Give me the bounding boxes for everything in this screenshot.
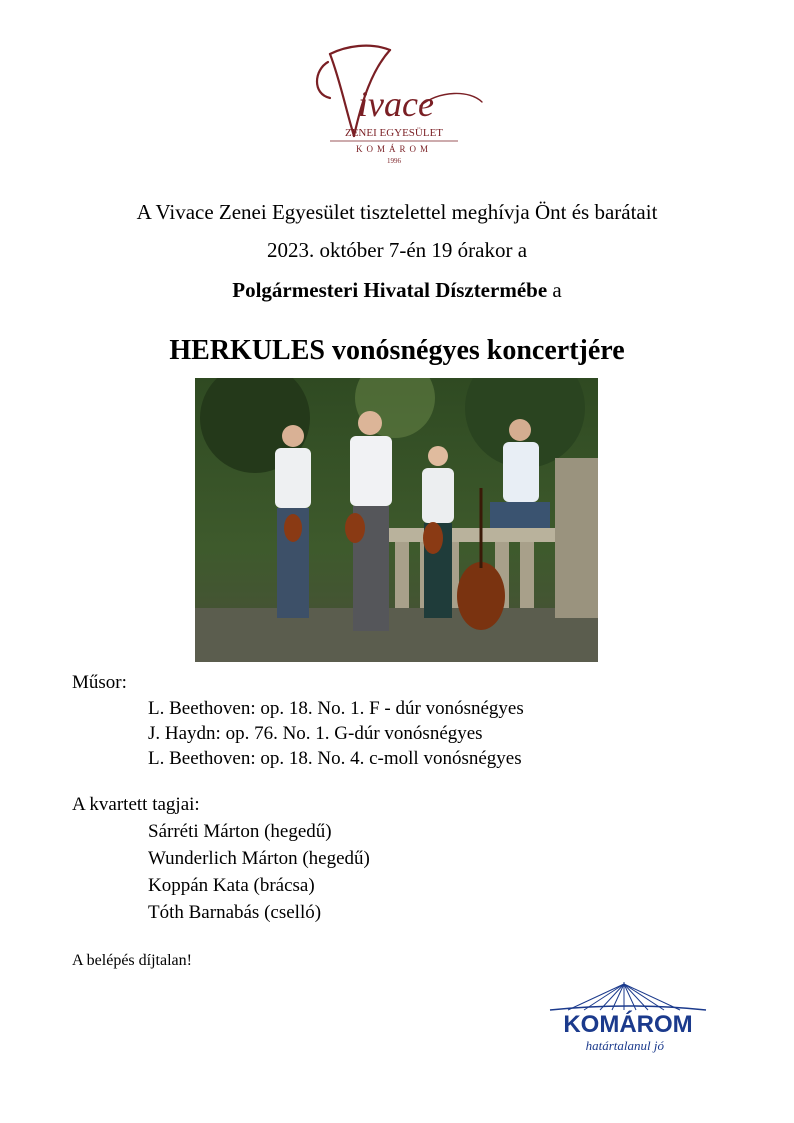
vivace-logo-line1: ZENEI EGYESÜLET xyxy=(344,127,444,139)
venue-name: Polgármesteri Hivatal Dísztermébe xyxy=(232,278,548,302)
vivace-logo-year: 1996 xyxy=(387,157,401,165)
members-list xyxy=(148,818,370,926)
program-list xyxy=(148,696,524,771)
venue-suffix: a xyxy=(547,278,562,302)
quartet-photo xyxy=(195,378,598,662)
vivace-logo-line2: KOMÁROM xyxy=(355,144,433,154)
member-item: Tóth Barnabás (cselló) xyxy=(148,902,322,923)
member-item: Koppán Kata (brácsa) xyxy=(148,875,315,896)
member-item: Sárréti Márton (hegedű) xyxy=(148,821,332,842)
komarom-logo-tagline: határtalanul jó xyxy=(585,1038,664,1053)
invitation-venue-line xyxy=(0,278,794,303)
program-item: L. Beethoven: op. 18. No. 1. F - dúr vonósnégyes xyxy=(148,698,524,719)
komarom-logo xyxy=(548,980,708,1055)
program-item: J. Haydn: op. 76. No. 1. G-dúr vonósnégyes xyxy=(148,723,483,744)
invitation-date: 2023. október 7-én 19 órakor a xyxy=(266,238,528,262)
free-entry-note: A belépés díjtalan! xyxy=(72,952,192,969)
komarom-logo-name: KOMÁROM xyxy=(563,1011,693,1038)
member-item: Wunderlich Márton (hegedű) xyxy=(148,848,370,869)
members-label: A kvartett tagjai: xyxy=(72,794,200,815)
invitation-line1: A Vivace Zenei Egyesület tisztelettel meghívja Önt és barátait xyxy=(136,200,658,224)
concert-title: HERKULES vonósnégyes koncertjére xyxy=(169,335,625,366)
svg-text:ivace: ivace xyxy=(358,84,434,124)
vivace-logo xyxy=(300,40,490,170)
program-label: Műsor: xyxy=(72,672,127,693)
program-item: L. Beethoven: op. 18. No. 4. c-moll vonósnégyes xyxy=(148,748,522,769)
